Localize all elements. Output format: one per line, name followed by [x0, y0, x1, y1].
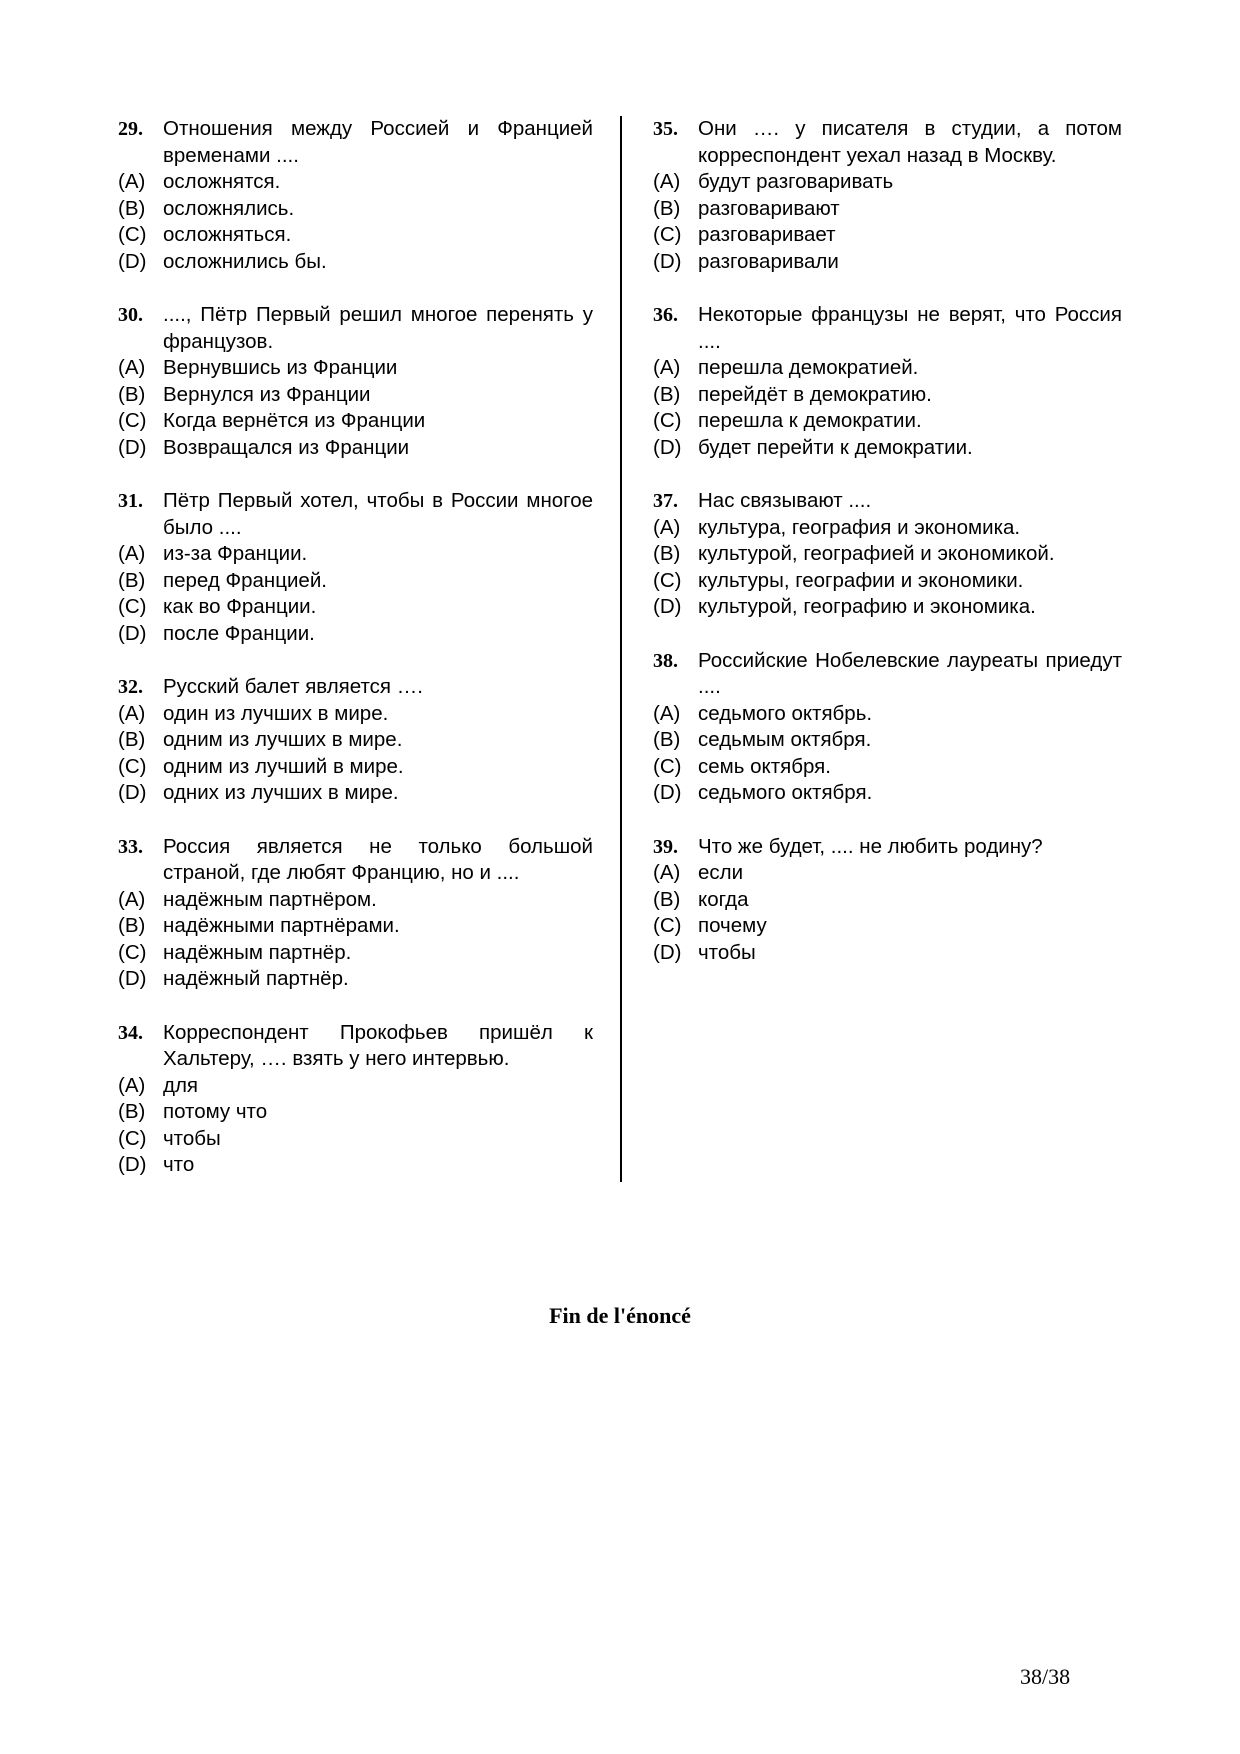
option-letter: (C)	[653, 223, 682, 246]
answer-option	[118, 727, 593, 754]
answer-option	[118, 541, 593, 568]
option-letter: (C)	[653, 568, 682, 592]
option-letter: (A)	[118, 701, 146, 725]
option-letter: (D)	[653, 940, 682, 964]
option-text: почему	[698, 914, 767, 937]
option-text: чтобы	[163, 1126, 221, 1150]
option-text: Возвращался из Франции	[163, 435, 410, 459]
option-text: после Франции.	[163, 621, 315, 645]
column-divider	[620, 116, 622, 1182]
answer-option	[118, 1126, 593, 1153]
option-text: перешла к демократии.	[698, 409, 922, 432]
answer-option	[653, 382, 1122, 409]
option-text: культурой, географией и экономикой.	[698, 542, 1055, 565]
option-text: как во Франции.	[163, 595, 317, 618]
option-text: культура, география и экономика.	[698, 515, 1021, 539]
question-number: 39.	[653, 835, 678, 858]
question-stem	[653, 488, 1122, 515]
option-text: надёжными партнёрами.	[163, 914, 400, 937]
option-letter: (A)	[118, 170, 146, 193]
answer-option	[653, 515, 1122, 542]
option-text: осложнятся.	[163, 170, 281, 193]
question-text: Нас связывают ....	[698, 489, 872, 512]
answer-option	[118, 701, 593, 728]
question-31	[118, 488, 593, 647]
option-letter: (B)	[118, 914, 146, 937]
option-text: перешла демократией.	[698, 356, 919, 379]
question-29	[118, 116, 593, 275]
answer-option	[118, 966, 593, 993]
answer-option	[653, 196, 1122, 223]
option-letter: (B)	[653, 728, 681, 751]
question-text: Пётр Первый хотел, чтобы в России многое было ....	[163, 489, 593, 539]
option-letter: (A)	[653, 861, 681, 884]
question-number: 30.	[118, 304, 143, 326]
answer-option	[118, 408, 593, 435]
option-text: будут разговаривать	[698, 170, 894, 193]
question-text: Российские Нобелевские лауреаты приедут ....	[698, 648, 1122, 698]
question-stem	[118, 116, 593, 169]
option-text: будет перейти к демократии.	[698, 435, 973, 459]
left-column	[118, 116, 593, 1206]
option-text: надёжным партнёром.	[163, 887, 377, 911]
option-letter: (B)	[653, 887, 681, 911]
question-stem	[118, 302, 593, 355]
option-letter: (C)	[118, 1126, 147, 1150]
answer-option	[653, 780, 1122, 807]
option-text: перейдёт в демократию.	[698, 382, 932, 406]
answer-option	[653, 249, 1122, 276]
option-letter: (B)	[653, 382, 681, 406]
question-stem	[118, 674, 593, 701]
option-letter: (B)	[118, 1100, 146, 1123]
question-number: 37.	[653, 490, 678, 512]
answer-option	[653, 887, 1122, 914]
answer-option	[118, 1152, 593, 1179]
option-text: седьмого октябрь.	[698, 701, 873, 725]
option-letter: (D)	[653, 595, 682, 618]
option-text: надёжным партнёр.	[163, 940, 352, 964]
option-text: одних из лучших в мире.	[163, 781, 399, 804]
question-number: 33.	[118, 835, 143, 858]
option-letter: (C)	[653, 754, 682, 778]
answer-option	[653, 913, 1122, 940]
option-text: потому что	[163, 1100, 268, 1123]
option-letter: (C)	[118, 595, 147, 618]
answer-option	[653, 754, 1122, 781]
question-text: Отношения между Россией и Францией временами ....	[163, 117, 593, 167]
question-30	[118, 302, 593, 461]
option-letter: (B)	[118, 382, 146, 406]
option-letter: (A)	[118, 1073, 146, 1097]
option-letter: (D)	[653, 249, 682, 273]
option-text: одним из лучший в мире.	[163, 754, 404, 778]
question-stem	[118, 488, 593, 541]
option-letter: (D)	[118, 781, 147, 804]
option-text: если	[698, 861, 744, 884]
option-text: из-за Франции.	[163, 542, 308, 565]
answer-option	[653, 355, 1122, 382]
option-letter: (C)	[653, 409, 682, 432]
question-36	[653, 302, 1122, 461]
answer-option	[653, 169, 1122, 196]
question-number: 38.	[653, 649, 678, 672]
question-number: 34.	[118, 1021, 143, 1044]
answer-option	[118, 222, 593, 249]
answer-option	[118, 196, 593, 223]
answer-option	[118, 913, 593, 940]
answer-option	[118, 169, 593, 196]
answer-option	[118, 594, 593, 621]
option-letter: (D)	[118, 249, 147, 273]
option-text: Вернулся из Франции	[163, 382, 371, 406]
option-letter: (B)	[653, 542, 681, 565]
question-stem	[118, 1020, 593, 1073]
answer-option	[118, 1099, 593, 1126]
question-33	[118, 834, 593, 993]
option-text: надёжный партнёр.	[163, 967, 349, 990]
answer-option	[118, 435, 593, 462]
option-text: седьмого октября.	[698, 781, 873, 804]
option-letter: (A)	[653, 170, 681, 193]
question-37	[653, 488, 1122, 621]
question-number: 36.	[653, 304, 678, 326]
option-letter: (C)	[118, 223, 147, 246]
answer-option	[653, 408, 1122, 435]
option-text: один из лучших в мире.	[163, 701, 389, 725]
page-number: 38/38	[1020, 1664, 1071, 1689]
option-letter: (C)	[118, 409, 147, 432]
option-letter: (D)	[118, 621, 147, 645]
option-letter: (D)	[118, 435, 147, 459]
question-text: Что же будет, .... не любить родину?	[698, 834, 1043, 858]
option-text: что	[163, 1153, 195, 1176]
answer-option	[118, 355, 593, 382]
option-letter: (B)	[118, 196, 146, 220]
question-text: Корреспондент Прокофьев пришёл к Хальтеру, …. взять у него интервью.	[163, 1020, 593, 1070]
answer-option	[653, 541, 1122, 568]
answer-option	[118, 1073, 593, 1100]
option-text: когда	[698, 887, 749, 911]
answer-option	[653, 940, 1122, 967]
option-letter: (B)	[653, 196, 681, 220]
option-text: чтобы	[698, 940, 756, 964]
question-stem	[118, 834, 593, 887]
answer-option	[118, 621, 593, 648]
right-column	[653, 116, 1122, 993]
answer-option	[118, 754, 593, 781]
option-letter: (A)	[653, 515, 681, 539]
question-text: Они …. у писателя в студии, а потом корреспондент уехал назад в Москву.	[698, 117, 1122, 167]
question-number: 29.	[118, 118, 143, 140]
option-text: осложнялись.	[163, 196, 295, 220]
end-of-statement: Fin de l'énoncé	[549, 1303, 691, 1328]
answer-option	[118, 568, 593, 595]
answer-option	[653, 222, 1122, 249]
option-letter: (B)	[118, 728, 146, 751]
option-text: осложняться.	[163, 223, 292, 246]
option-letter: (B)	[118, 568, 146, 592]
option-letter: (A)	[118, 542, 146, 565]
option-text: перед Францией.	[163, 568, 327, 592]
question-38	[653, 648, 1122, 807]
option-letter: (D)	[653, 781, 682, 804]
option-text: культуры, географии и экономики.	[698, 568, 1024, 592]
option-text: культурой, географию и экономика.	[698, 595, 1036, 618]
option-text: для	[163, 1073, 199, 1097]
option-letter: (D)	[118, 967, 147, 990]
option-letter: (A)	[653, 356, 681, 379]
option-letter: (C)	[118, 754, 147, 778]
question-number: 31.	[118, 490, 143, 512]
question-stem	[653, 648, 1122, 701]
question-39	[653, 834, 1122, 967]
question-number: 32.	[118, 676, 143, 698]
option-letter: (A)	[118, 356, 146, 379]
option-text: Вернувшись из Франции	[163, 356, 398, 379]
option-letter: (C)	[653, 914, 682, 937]
option-letter: (D)	[118, 1153, 147, 1176]
answer-option	[653, 860, 1122, 887]
option-text: разговаривает	[698, 223, 836, 246]
option-letter: (A)	[653, 701, 681, 725]
option-text: разговаривают	[698, 196, 840, 220]
option-letter: (D)	[653, 435, 682, 459]
answer-option	[118, 887, 593, 914]
question-text: Некоторые французы не верят, что Россия ....	[698, 303, 1122, 353]
option-text: Когда вернётся из Франции	[163, 409, 426, 432]
question-35	[653, 116, 1122, 275]
question-stem	[653, 834, 1122, 861]
question-34	[118, 1020, 593, 1179]
answer-option	[653, 594, 1122, 621]
option-letter: (A)	[118, 887, 146, 911]
question-stem	[653, 302, 1122, 355]
option-text: разговаривали	[698, 249, 839, 273]
answer-option	[653, 701, 1122, 728]
question-text: Россия является не только большой страной, где любят Францию, но и ....	[163, 834, 593, 884]
answer-option	[118, 249, 593, 276]
question-text: ...., Пётр Первый решил многое перенять у французов.	[163, 303, 593, 353]
question-32	[118, 674, 593, 807]
option-text: седьмым октября.	[698, 728, 872, 751]
answer-option	[118, 780, 593, 807]
question-number: 35.	[653, 118, 678, 140]
question-stem	[653, 116, 1122, 169]
option-text: осложнились бы.	[163, 249, 327, 273]
answer-option	[653, 568, 1122, 595]
answer-option	[118, 940, 593, 967]
option-text: одним из лучших в мире.	[163, 728, 403, 751]
question-text: Русский балет является ….	[163, 675, 423, 698]
answer-option	[118, 382, 593, 409]
option-text: семь октября.	[698, 754, 831, 778]
answer-option	[653, 727, 1122, 754]
answer-option	[653, 435, 1122, 462]
option-letter: (C)	[118, 940, 147, 964]
